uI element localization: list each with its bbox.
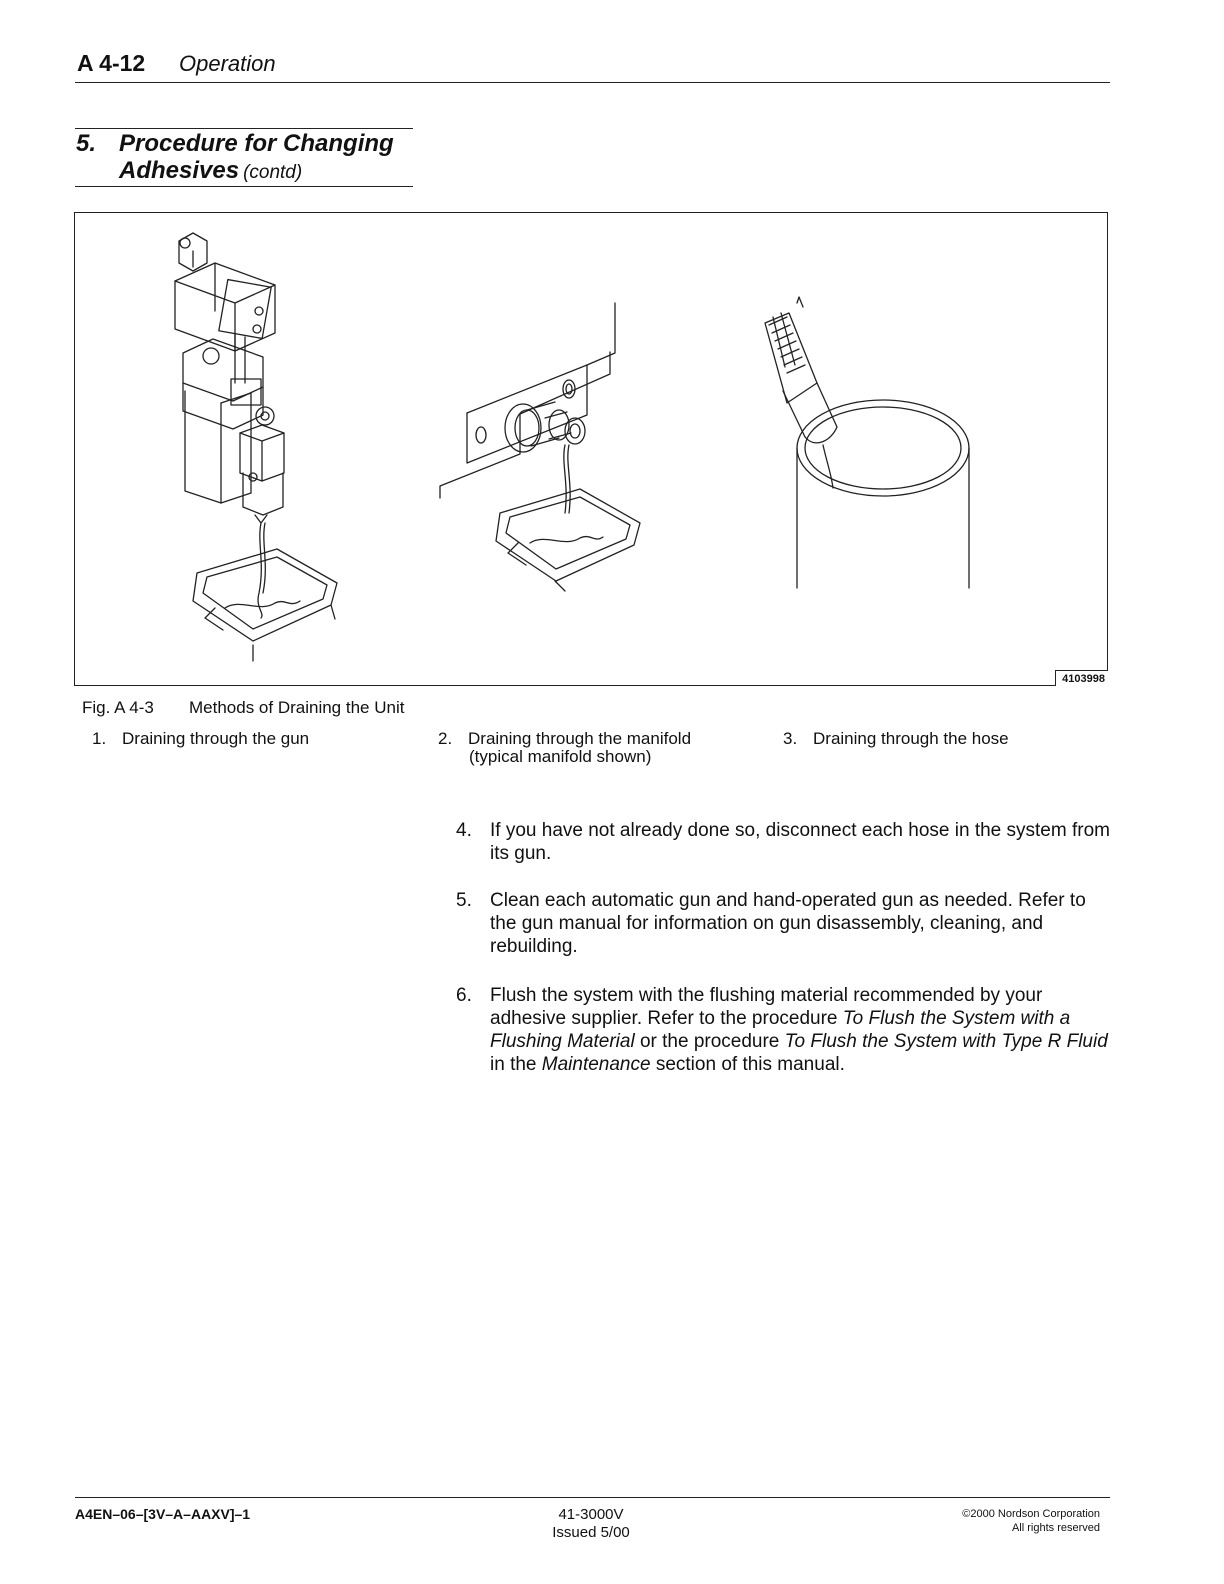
- page-code: A 4-12: [77, 50, 146, 76]
- gun-drain-illustration: [175, 233, 337, 661]
- copyright-line: ©2000 Nordson Corporation: [962, 1508, 1100, 1520]
- figure-label: Fig. A 4-3: [82, 698, 154, 717]
- section-title-line1: Procedure for Changing: [119, 130, 394, 157]
- document-code: A4EN–06–[3V–A–AAXV]–1: [75, 1506, 251, 1522]
- step-number: 4.: [456, 820, 472, 841]
- figure-item-num: 1.: [92, 729, 107, 748]
- footer-rule: [75, 1497, 1110, 1498]
- figure-item-num: 2.: [438, 729, 453, 748]
- procedure-reference: To Flush the System with a Flushing Material: [490, 1008, 1071, 1052]
- figure-item-subtext: (typical manifold shown): [469, 747, 652, 766]
- step-number: 6.: [456, 985, 472, 1006]
- step-text: If you have not already done so, disconnect each hose in the system from its gun.: [490, 820, 1110, 864]
- figure-item-1: [92, 730, 309, 748]
- section-title-word: Adhesives: [119, 157, 240, 184]
- procedure-reference: To Flush the System with Type R Fluid: [784, 1031, 1108, 1052]
- heading-bottom-rule: [75, 186, 413, 187]
- section-contd: (contd): [243, 162, 303, 183]
- section-number: 5.: [76, 130, 97, 157]
- figure-illustration: [75, 213, 1106, 684]
- figure-title: Methods of Draining the Unit: [189, 698, 405, 717]
- step-text-part: Flush the system with the flushing material recommended by your adhesive supplier. Refer to the procedure: [490, 985, 1043, 1029]
- figure-item-3: [783, 730, 1009, 748]
- step-4: [456, 819, 1116, 865]
- figure-item-text: Draining through the manifold: [468, 729, 692, 748]
- step-text: Clean each automatic gun and hand-operated gun as needed. Refer to the gun manual for information on gun disassembly, cleaning, and rebuilding.: [490, 890, 1086, 957]
- figure-id: 4103998: [1055, 670, 1108, 686]
- section-title-line2: [119, 157, 302, 185]
- step-text-part: section of this manual.: [650, 1054, 845, 1075]
- step-text: [490, 984, 1116, 1076]
- step-text-part: or the procedure: [634, 1031, 785, 1052]
- step-6: [456, 984, 1116, 1076]
- figure-item-2: [438, 730, 691, 766]
- manifold-drain-illustration: [440, 303, 640, 591]
- section-reference: Maintenance: [541, 1054, 651, 1075]
- figure-frame: [74, 212, 1108, 686]
- manual-info: [549, 1506, 633, 1542]
- step-number: 5.: [456, 890, 472, 911]
- header-rule: [75, 82, 1110, 83]
- step-text-part: in the: [490, 1054, 542, 1075]
- copyright: [930, 1507, 1100, 1535]
- hose-drain-illustration: [765, 297, 969, 588]
- heading-top-rule: [75, 128, 413, 129]
- rights-line: All rights reserved: [1011, 1522, 1100, 1534]
- figure-item-num: 3.: [783, 729, 798, 748]
- step-5: [456, 889, 1116, 958]
- manual-number: 41-3000V: [558, 1506, 624, 1523]
- figure-item-text: Draining through the hose: [813, 729, 1009, 748]
- figure-item-text: Draining through the gun: [122, 729, 310, 748]
- issue-date: Issued 5/00: [552, 1524, 630, 1541]
- section-name: Operation: [179, 51, 276, 76]
